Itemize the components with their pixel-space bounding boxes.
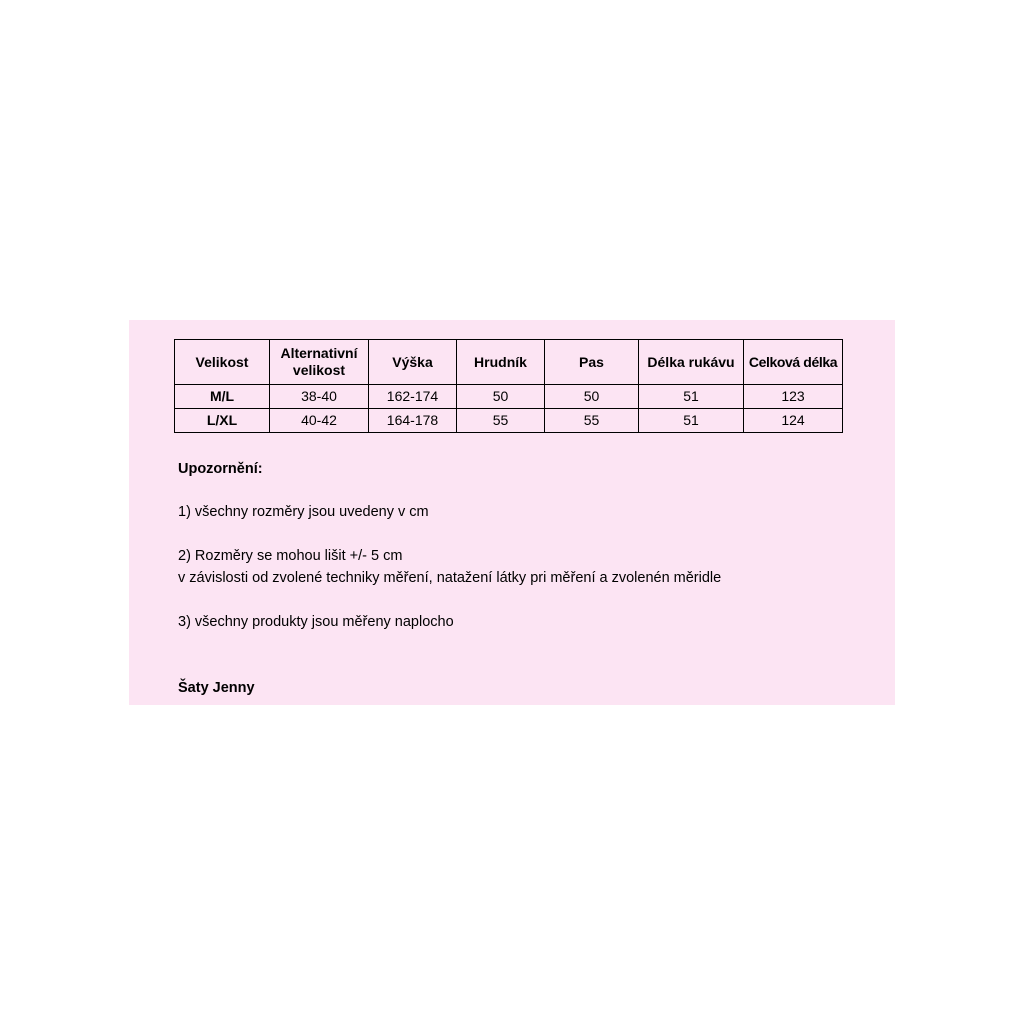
table-cell: 164-178	[369, 409, 457, 433]
table-row	[175, 385, 843, 409]
note-tolerance: 2) Rozměry se mohou lišit +/- 5 cm	[178, 548, 403, 564]
notes-title: Upozornění:	[178, 461, 263, 477]
table-cell: 55	[545, 409, 639, 433]
table-cell: 40-42	[270, 409, 369, 433]
header-hrudnik: Hrudník	[457, 340, 545, 385]
header-delka-rukavu: Délka rukávu	[639, 340, 744, 385]
product-name: Šaty Jenny	[178, 680, 255, 696]
size-table	[174, 339, 843, 433]
header-pas: Pas	[545, 340, 639, 385]
header-celkova-delka: Celková délka	[744, 340, 843, 385]
size-chart-panel	[129, 320, 895, 705]
table-cell: 123	[744, 385, 843, 409]
table-cell: 124	[744, 409, 843, 433]
table-cell: 51	[639, 385, 744, 409]
table-cell: 51	[639, 409, 744, 433]
table-cell: 162-174	[369, 385, 457, 409]
header-vyska: Výška	[369, 340, 457, 385]
note-flat-measure: 3) všechny produkty jsou měřeny naplocho	[178, 614, 454, 630]
table-cell-size: L/XL	[175, 409, 270, 433]
table-cell: 50	[545, 385, 639, 409]
header-alternativni-velikost	[270, 340, 369, 385]
note-tolerance-detail: v závislosti od zvolené techniky měření, natažení látky pri měření a zvolenén měridle	[178, 570, 722, 586]
table-cell: 55	[457, 409, 545, 433]
table-row	[175, 409, 843, 433]
table-header-row	[175, 340, 843, 385]
note-units: 1) všechny rozměry jsou uvedeny v cm	[178, 504, 429, 520]
table-cell: 50	[457, 385, 545, 409]
header-alternativni-velikost-text: Alternativní velikost	[280, 345, 358, 378]
table-cell: 38-40	[270, 385, 369, 409]
table-cell-size: M/L	[175, 385, 270, 409]
header-velikost: Velikost	[175, 340, 270, 385]
